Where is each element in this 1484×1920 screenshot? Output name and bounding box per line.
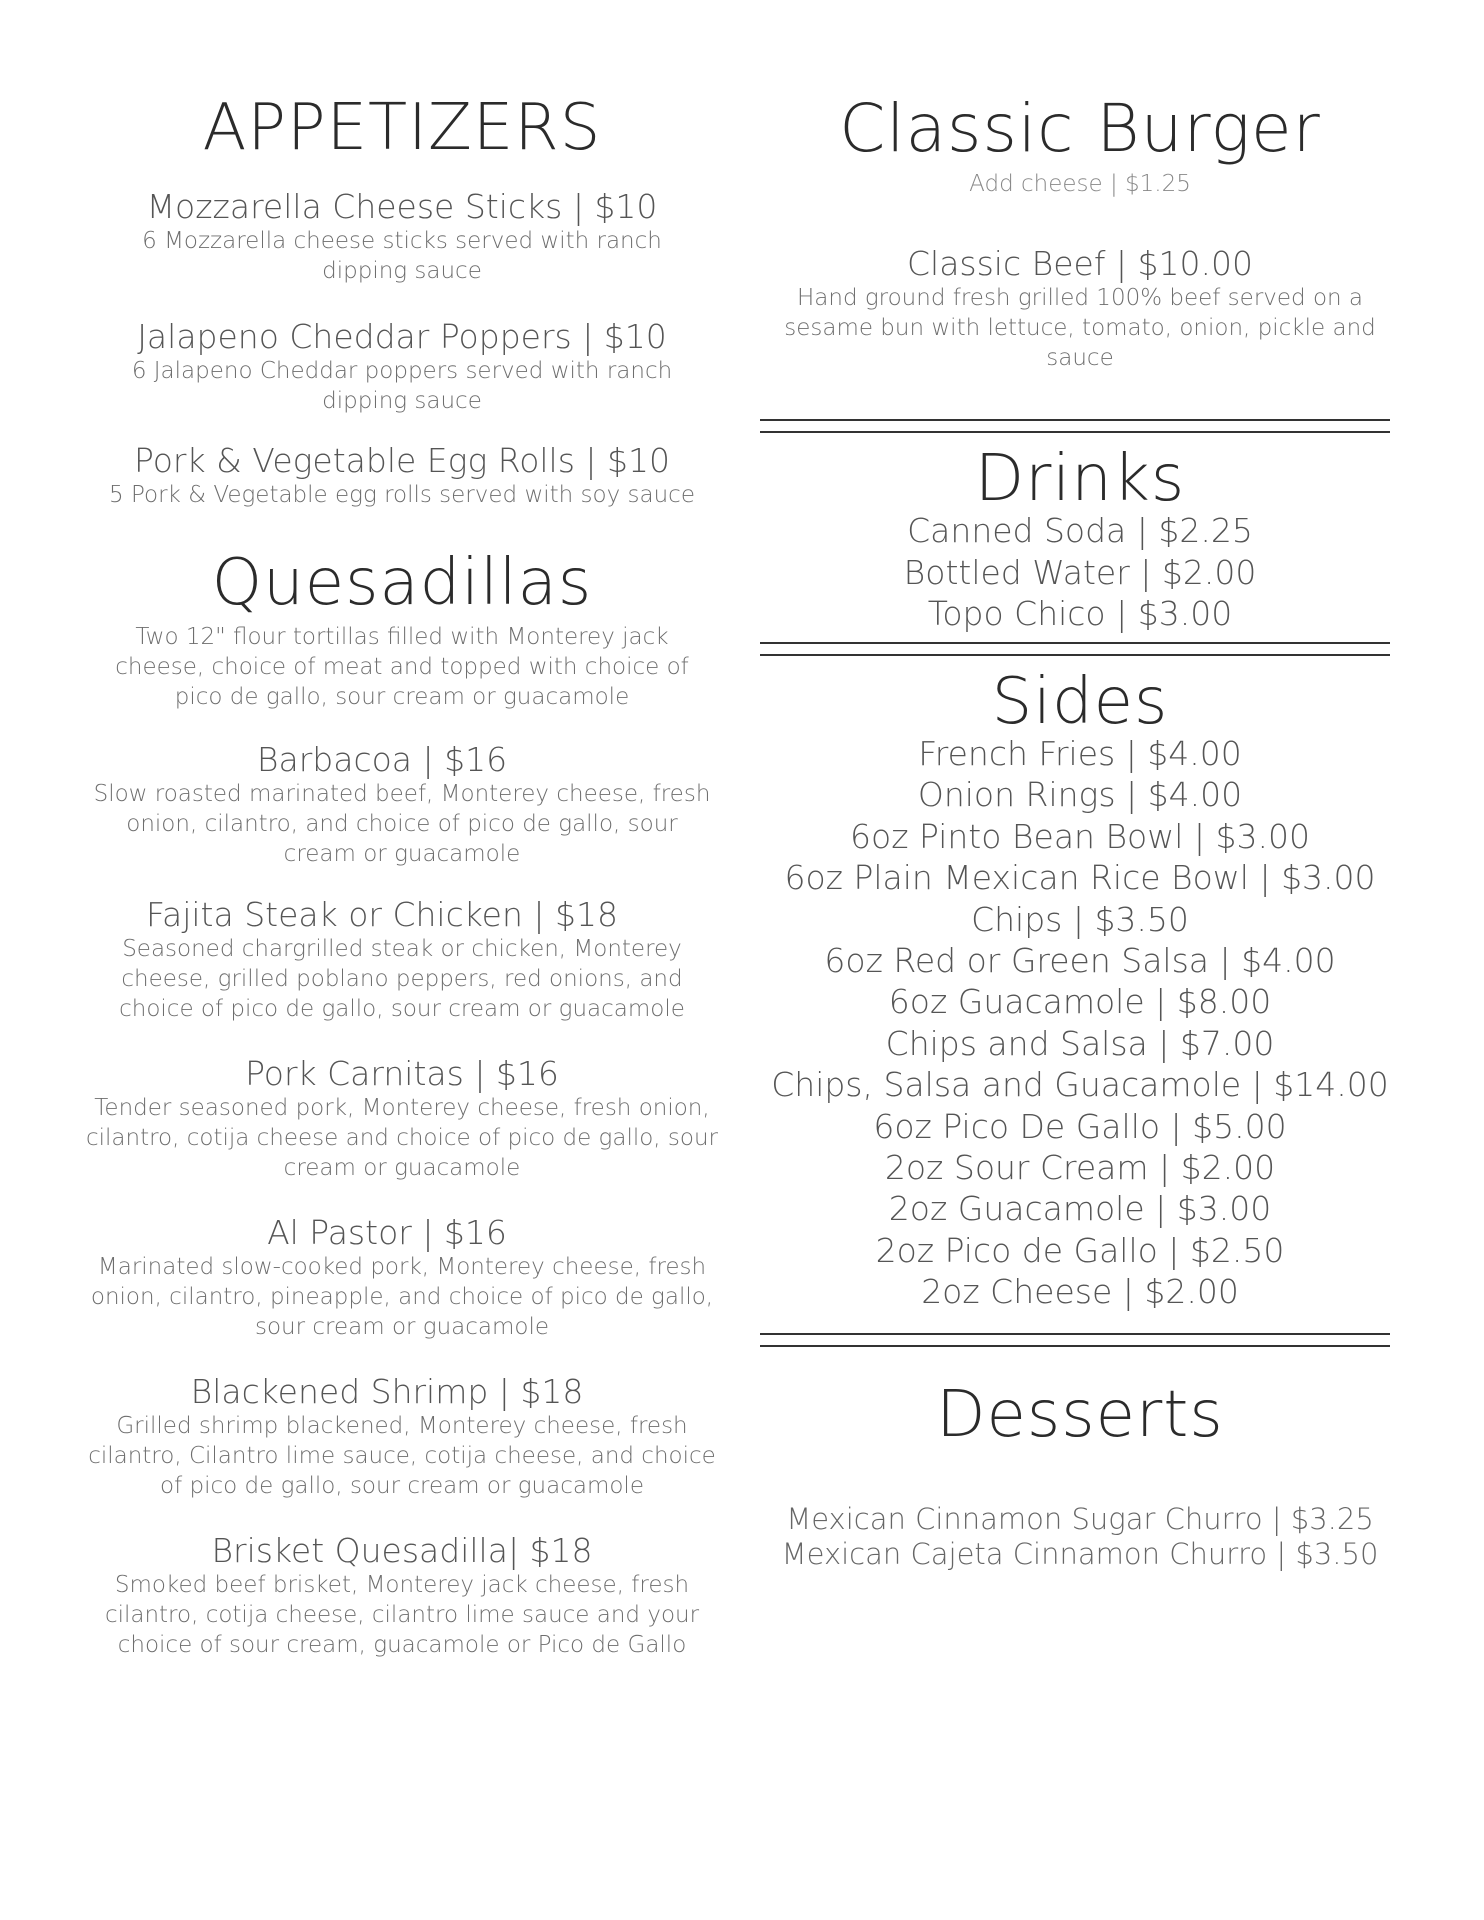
sides-list	[760, 733, 1400, 1313]
side-item: Chips and Salsa | $7.00	[885, 1023, 1275, 1063]
item-name: Classic Beef | $10.00	[906, 244, 1254, 283]
drink-item: Bottled Water | $2.00	[903, 552, 1257, 592]
side-item: 6oz Plain Mexican Rice Bowl | $3.00	[784, 858, 1376, 898]
side-item: 6oz Pinto Bean Bowl | $3.00	[850, 816, 1310, 856]
side-item: 6oz Guacamole | $8.00	[888, 982, 1272, 1022]
side-item: 2oz Pico de Gallo | $2.50	[875, 1230, 1285, 1270]
item-name: Brisket Quesadilla| $18	[211, 1531, 593, 1570]
divider	[760, 1345, 1390, 1347]
item-description: Tender seasoned pork, Monterey cheese, fresh onion, cilantro, cotija cheese and choice of pico de gallo, sour cream or guacamole	[85, 1095, 719, 1181]
menu-item	[82, 318, 722, 416]
sides-title: Sides	[991, 665, 1169, 739]
item-name: Barbacoa | $16	[256, 740, 508, 779]
burger-note: Add cheese | $1.25	[969, 171, 1191, 197]
item-name: Pork Carnitas | $16	[245, 1054, 559, 1093]
divider	[760, 642, 1390, 644]
side-item: 2oz Cheese | $2.00	[921, 1272, 1239, 1312]
item-description: Slow roasted marinated beef, Monterey cheese, fresh onion, cilantro, and choice of pico de gallo, sour cream or guacamole	[93, 781, 711, 867]
item-name: Blackened Shrimp | $18	[190, 1372, 584, 1411]
item-description: Grilled shrimp blackened, Monterey cheese, fresh cilantro, Cilantro lime sauce, cotija cheese, and choice of pico de gallo, sour cream or guacamole	[88, 1413, 716, 1499]
menu-item	[760, 245, 1400, 373]
item-description: Marinated slow-cooked pork, Monterey cheese, fresh onion, cilantro, pineapple, and choice of pico de gallo, sour cream or guacamole	[90, 1254, 714, 1340]
side-item: Chips | $3.50	[971, 899, 1189, 939]
item-name: Fajita Steak or Chicken | $18	[146, 895, 618, 934]
burger-title: Classic Burger	[839, 90, 1321, 167]
menu-item	[82, 442, 722, 510]
appetizers-title: APPETIZERS	[202, 91, 602, 165]
quesadillas-intro: Two 12" flour tortillas filled with Monterey jack cheese, choice of meat and topped with choice of pico de gallo, sour cream or guacamole	[115, 624, 689, 710]
divider	[760, 1333, 1390, 1335]
quesadillas-title: Quesadillas	[211, 546, 593, 620]
item-description: 5 Pork & Vegetable egg rolls served with soy sauce	[109, 482, 695, 508]
menu-item	[82, 1373, 722, 1501]
menu-item	[82, 896, 722, 1024]
item-name: Al Pastor | $16	[267, 1213, 507, 1252]
drink-item: Canned Soda | $2.25	[907, 511, 1253, 550]
menu-item	[82, 741, 722, 869]
divider	[760, 431, 1390, 433]
desserts-title: Desserts	[936, 1378, 1224, 1452]
divider	[760, 654, 1390, 656]
item-description: Seasoned chargrilled steak or chicken, Monterey cheese, grilled poblano peppers, red onions, and choice of pico de gallo, sour cream or guacamole	[119, 936, 685, 1022]
side-item: French Fries | $4.00	[918, 734, 1242, 773]
drink-item: Topo Chico | $3.00	[927, 594, 1233, 633]
item-name: Jalapeno Cheddar Poppers | $10	[137, 317, 667, 356]
menu-item	[82, 1055, 722, 1183]
menu-item	[82, 1532, 722, 1660]
menu-item	[82, 188, 722, 286]
item-name: Mozzarella Cheese Sticks | $10	[146, 187, 658, 226]
divider	[760, 419, 1390, 421]
dessert-item: Mexican Cajeta Cinnamon Churro | $3.50	[781, 1537, 1379, 1571]
item-description: 6 Jalapeno Cheddar poppers served with ranch dipping sauce	[131, 358, 673, 414]
side-item: Chips, Salsa and Guacamole | $14.00	[771, 1065, 1389, 1105]
side-item: 6oz Red or Green Salsa | $4.00	[824, 941, 1336, 981]
drinks-title: Drinks	[974, 442, 1186, 516]
side-item: 2oz Sour Cream | $2.00	[884, 1148, 1276, 1188]
side-item: 6oz Pico De Gallo | $5.00	[873, 1106, 1287, 1146]
item-description: 6 Mozzarella cheese sticks served with ranch dipping sauce	[142, 228, 662, 284]
desserts-list	[760, 1502, 1400, 1572]
item-name: Pork & Vegetable Egg Rolls | $10	[134, 441, 670, 480]
item-description: Smoked beef brisket, Monterey jack cheese, fresh cilantro, cotija cheese, cilantro lime sauce and your choice of sour cream, guacamole or Pico de Gallo	[104, 1572, 700, 1658]
item-description: Hand ground fresh grilled 100% beef served on a sesame bun with lettuce, tomato, onion, pickle and sauce	[784, 285, 1376, 371]
side-item: 2oz Guacamole | $3.00	[888, 1189, 1272, 1229]
dessert-item: Mexican Cinnamon Sugar Churro | $3.25	[786, 1502, 1374, 1536]
side-item: Onion Rings | $4.00	[917, 775, 1243, 815]
menu-item	[82, 1214, 722, 1342]
drinks-list	[760, 510, 1400, 635]
